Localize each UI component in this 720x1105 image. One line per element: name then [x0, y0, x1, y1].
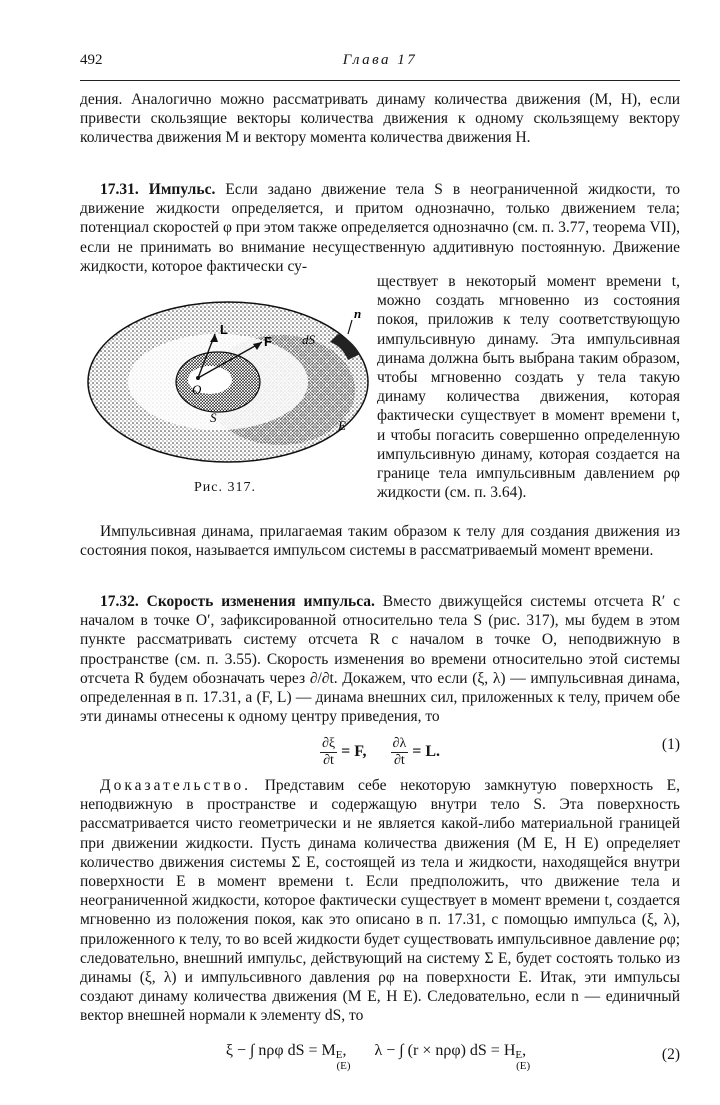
eq2-sub1: E: [335, 1049, 343, 1061]
label-L: L: [220, 322, 228, 337]
equation-number: (2): [661, 1046, 680, 1063]
label-E: E: [338, 418, 346, 433]
figure-caption: Рис. 317.: [194, 480, 256, 495]
proof-block: [80, 776, 680, 1026]
section-lead-text: Вместо движущейся системы отсчета R′ с началом в точке O′, зафиксированной относительно тела S (рис. 317), мы будем в этом пункте рассматривать систему отсчета R с началом в точке O, неподвижную в пространстве (см. п. 3.55). Скорость изменения во времени относительно этой системы отсчета R будем обозначать через ∂/∂t. Докажем, что если (ξ, λ) — импульсивная динама, определенная в п. 17.31, а (F, L) — динама внешних сил, приложенных к телу, причем обе эти динамы отнесены к одному центру приведения, то: [80, 593, 680, 726]
eq2-sub2: E: [515, 1049, 523, 1061]
figure-drawing: [80, 282, 370, 482]
equation-2: ξ − ∫ nρφ dS = $M_E$, (E) λ − ∫ (r × nρφ) dS = $H_E$, (E) (2): [225, 1042, 680, 1072]
label-S: S: [210, 410, 217, 425]
running-head: Глава 17: [342, 52, 418, 68]
label-n: n: [354, 306, 362, 321]
eq1-rhs1: = F,: [341, 743, 367, 761]
paragraph-continuation: [80, 90, 680, 148]
eq1-lhs2-den: ∂t: [393, 753, 405, 768]
section-heading: 17.32. Скорость изменения импульса.: [100, 593, 375, 610]
equation-number: (1): [661, 736, 680, 753]
proof-text: Представим себе некоторую замкнутую поверхность E, неподвижную в пространстве и содержащую внутри тело S. Эта поверхность рассматривается чисто геометрически и не является какой-либо материальной границей при движении жидкости. Пусть динама количества движения (M E, H E) определяет количество движения системы Σ E, состоящей из тела и жидкости, находящейся внутри поверхности E в момент времени t. Если предположить, что движение тела и неограниченной жидкости, которое фактически существует в момент времени t, создается мгновенно из положения покоя, как это описано в п. 17.31, с помощью импульса (ξ, λ), приложенного к телу, то во всей жидкости будет существовать импульсивное давление ρφ; следовательно, внешний импульс, действующий на систему Σ E, будет состоять только из динамы (ξ, λ) и импульсивного давления ρφ на поверхности E. Итак, эти импульсы создают динаму количества движения (M E, H E). Следовательно, если n — единичный вектор внешней нормали к элементу dS, то: [80, 777, 680, 1025]
eq1-lhs1-den: ∂t: [323, 753, 334, 768]
equation-1: [80, 728, 680, 768]
section-after-text: [80, 522, 680, 560]
header-rule: [80, 80, 680, 81]
page: [80, 0, 680, 1105]
eq2-limit2: (E): [516, 1060, 531, 1072]
eq2-part1: ξ − ∫ nρφ dS = M: [225, 1042, 336, 1059]
eq1-lhs2-num: ∂λ: [392, 736, 407, 751]
page-header: [80, 52, 680, 74]
page-number: 492: [80, 52, 103, 68]
section-17-31: [80, 180, 680, 276]
eq1-rhs2: = L.: [412, 743, 441, 761]
section-heading: 17.31. Импульс.: [100, 181, 216, 198]
proof-label: Доказательство.: [100, 777, 252, 794]
label-dS: dS: [302, 332, 315, 347]
eq2-part2: λ − ∫ (r × nρφ) dS = H: [374, 1042, 516, 1059]
section-17-32: [80, 592, 680, 726]
label-O: O: [192, 382, 202, 397]
origin-point: [196, 376, 200, 380]
section-after-paragraph: Импульсивная динама, прилагаемая таким образом к телу для создания движения из состояния покоя, называется импульсом системы в рассматриваемый момент времени.: [80, 523, 680, 560]
section-float-text: ществует в некоторый момент времени t, можно создать мгновенно из состояния покоя, приложив к телу соответствующую импульсивную динаму. Эта импульсивная динама должна быть выбрана таким образом, чтобы мгновенно создать у тела такую динаму количества движения, которая фактически существует в момент времени t, и чтобы погасить совершенно определенную импульсивную динаму, которая создается на границе тела импульсивным давлением ρφ жидкости (см. п. 3.64).: [377, 273, 680, 502]
eq1-lhs1-num: ∂ξ: [321, 736, 336, 751]
paragraph-text: дения. Аналогично можно рассматривать динаму количества движения (M, H), если привести скользящие векторы количества движения к одному скользящему вектору количества движения M и вектору момента количества движения H.: [80, 91, 680, 147]
section-lead-text: Если задано движение тела S в неограниченной жидкости, то движение жидкости определяется, и притом однозначно, только движением тела; потенциал скоростей φ при этом также определяется однозначно (см. п. 3.77, теорема VII), если не принимать во внимание несущественную аддитивную постоянную. Движение жидкости, которое фактически су-: [80, 181, 681, 275]
normal-vector-n: [348, 320, 352, 334]
label-F: F: [264, 334, 272, 349]
eq2-limit1: (E): [336, 1060, 351, 1072]
